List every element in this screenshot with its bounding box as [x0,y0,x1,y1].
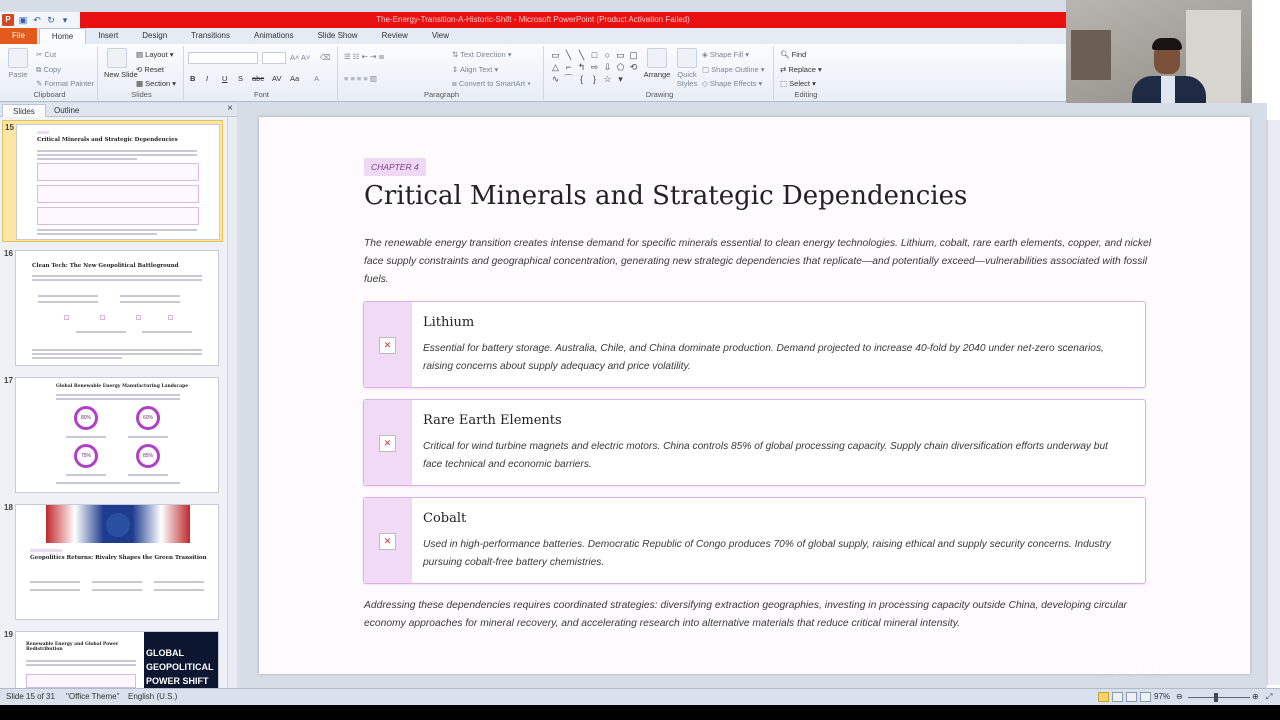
slide-number: 18 [4,503,13,512]
star-icon[interactable]: ☆ [603,74,612,84]
thumb-title: Clean Tech: The New Geopolitical Battleground [32,263,179,269]
window-title: The-Energy-Transition-A-Historic-Shift - Microsoft PowerPoint (Product Activation Failed) [376,15,690,24]
paragraph-group [340,46,544,100]
drawing-group-label: Drawing [645,90,674,99]
rectangle-icon[interactable]: □ [591,50,598,60]
mineral-card-rare-earth[interactable] [363,399,1146,486]
brace-icon[interactable]: { [579,74,583,84]
thumb-text-line [120,295,180,297]
zoom-watermark-logo: zoom [1094,648,1169,681]
format-painter-label: Format Painter [44,79,94,88]
slide-thumbnail[interactable] [2,501,223,623]
copy-button[interactable]: ⧉ Copy [36,65,61,74]
slide-number: 15 [5,123,14,132]
thumb-text-line [37,154,197,156]
grow-font-icon[interactable]: A˄ A˅ [290,53,311,62]
thumb-chapter-tag [30,549,62,552]
underline-button[interactable]: U [222,74,228,83]
slide-number: 19 [4,630,13,639]
font-group-label: Font [253,90,269,99]
convert-smartart-label: Convert to SmartArt [458,79,526,88]
thumb-text-line [92,581,142,583]
reset-button[interactable]: ⟲ Reset [136,65,164,74]
font-group [186,46,338,100]
slideshow-view-icon[interactable] [1140,692,1151,702]
thumb-text-line [30,581,80,583]
theme-name[interactable]: "Office Theme" [66,692,120,701]
slide[interactable] [259,117,1250,674]
slides-pane [0,117,227,688]
thumb-progress-ring: 80% [74,406,98,430]
find-label: Find [791,50,807,59]
tab-slides[interactable]: Slides [2,104,46,117]
font-color-button[interactable]: A [314,74,320,83]
thumb-progress-ring: 85% [136,444,160,468]
thumb-text-line [76,331,126,333]
language-indicator[interactable]: English (U.S.) [128,692,178,701]
thumb-title: Geopolitics Returns: Rivalry Shapes the Green Transition [30,555,207,561]
thumb-text-line [32,357,122,359]
thumb-text-line [66,436,106,438]
thumb-text-line [154,581,204,583]
chapter-tag[interactable]: CHAPTER 4 [364,158,426,176]
powerpoint-logo-icon[interactable]: P [2,14,14,26]
arrange-label: Arrange [643,70,671,79]
card-description: Essential for battery storage. Australia, Chile, and China dominate production. Demand projected to increase 40-fold by 2040 under net-zero scenarios, raising concerns about supply adequacy and price volatility. [423,343,1104,372]
oval-icon[interactable]: ○ [604,50,611,60]
quick-styles-label: Quick Styles [676,70,698,88]
slide-info: Slide 15 of 31 [6,692,55,701]
mineral-card-lithium[interactable] [363,301,1146,388]
quick-access-toolbar [0,12,80,28]
clipboard-group-label: Clipboard [33,90,66,99]
slide-thumbnail[interactable] [2,628,223,688]
thumb-dot [136,315,141,320]
redo-icon[interactable]: ↻ [47,15,55,25]
tab-file[interactable]: File [0,28,37,44]
line-icon[interactable]: ╲ [578,50,585,60]
thumb-text-line [38,301,98,303]
card-title: Cobalt [423,511,467,526]
thumb-title: Critical Minerals and Strategic Dependencies [37,137,178,143]
brace-icon[interactable]: } [592,74,596,84]
reading-view-icon[interactable] [1126,692,1137,702]
tab-insert[interactable]: Insert [98,31,119,40]
thumb-dot [168,315,173,320]
connector-icon[interactable]: ⌐ [565,62,572,72]
thumb-text-line [37,158,137,160]
arrange-icon [647,48,667,68]
reset-label: Reset [144,65,164,74]
shape-effects-button[interactable]: ◇ Shape Effects ▾ [702,79,763,88]
thumb-chapter-tag [37,131,49,134]
card-title: Rare Earth Elements [423,413,562,428]
curve-icon[interactable]: ⌒ [563,74,573,84]
slide-number: 16 [4,249,13,258]
new-slide-label: New Slide [104,70,138,79]
thumb-text-line [154,589,204,591]
card-description: Used in high-performance batteries. Democratic Republic of Congo produces 70% of global supply, raising ethical and supply security concerns. Industry pursuing cobalt-free battery chemistries. [423,539,1111,568]
slide-thumbnail[interactable] [2,374,223,496]
broken-image-icon: ✕ [379,533,396,550]
rect-icon[interactable]: ▭ [616,50,625,60]
italic-button[interactable]: I [206,74,209,83]
thumbnail-preview [15,250,219,366]
shape-fill-button[interactable]: ◈ Shape Fill ▾ [702,50,750,59]
zoom-slider-thumb[interactable] [1214,693,1218,702]
slides-group-label: Slides [131,90,152,99]
tab-outline[interactable]: Outline [54,106,80,115]
thumb-text-line [37,233,157,235]
tab-animations[interactable]: Animations [253,31,294,40]
webcam-video [1066,0,1252,120]
cut-button[interactable]: ✂ Cut [36,50,57,59]
thumb-text-line [32,279,202,281]
layout-label: Layout [145,50,168,59]
editing-group-label: Editing [794,90,818,99]
font-name-input[interactable] [188,52,258,64]
font-size-input[interactable] [262,52,286,64]
shape-outline-button[interactable]: ▢ Shape Outline ▾ [702,65,765,74]
gallery-more-icon[interactable]: ▾ [618,74,623,84]
triangle-icon[interactable]: △ [552,62,559,72]
fit-slide-icon[interactable]: ⤢ [1266,692,1273,701]
ribbon-tabs [0,28,1066,44]
replace-button[interactable]: ⇄ Replace ▾ [780,65,822,74]
thumb-dot [100,315,105,320]
title-bar [0,12,1066,28]
select-label: Select [789,79,811,88]
find-button[interactable]: 🔍︎ Find [780,50,807,59]
thumb-progress-ring: 60% [136,406,160,430]
text-direction-button[interactable]: ⇅ Text Direction ▾ [452,50,512,59]
change-case-button[interactable]: Aa [290,74,300,83]
thumbnail-preview [15,631,219,688]
thumb-text-line [92,589,142,591]
thumb-text-line [26,664,136,666]
thumb-text-line [120,301,180,303]
thumb-card [37,207,199,225]
thumb-card [26,674,136,688]
shape-effects-label: Shape Effects [709,79,757,88]
thumb-text-line [56,394,180,396]
pane-header [0,103,237,117]
ribbon [0,44,1066,102]
broken-image-icon: ✕ [379,435,396,452]
align-icons[interactable]: ≡ ≡ ≡ ≡ ▥ [344,74,377,83]
thumb-text-line [128,436,168,438]
quick-styles-icon [677,48,697,68]
cut-label: Cut [44,50,57,59]
thumbnail-preview [16,124,220,240]
thumb-text-line [128,474,168,476]
tab-design[interactable]: Design [142,31,168,40]
thumb-text-line [37,229,197,231]
tab-review[interactable]: Review [381,31,408,40]
section-button[interactable]: ▦ Section ▾ [136,79,177,88]
text-box-icon[interactable]: ▭ [551,50,560,60]
thumb-title: Renewable Energy and Global Power Redistribution [26,642,119,652]
quick-styles-button[interactable] [674,48,700,88]
clear-formatting-icon[interactable]: ⌫ [320,53,331,62]
thumb-text-line [30,589,80,591]
thumb-text-line [37,150,197,152]
slide-number: 17 [4,376,13,385]
bullets-icon[interactable]: ☰ ☷ ⇤ ⇥ ≣ [344,52,385,61]
undo-icon[interactable]: ↶ [33,15,41,25]
thumb-text-line [66,474,106,476]
slide-sorter-icon[interactable] [1112,692,1123,702]
status-bar [0,688,1280,705]
format-painter-button[interactable]: ✎ Format Painter [36,79,94,88]
thumb-progress-ring: 75% [74,444,98,468]
align-text-button[interactable]: ⇕ Align Text ▾ [452,65,499,74]
save-icon[interactable]: ▣ [18,15,28,25]
thumb-image-shape [106,513,130,537]
paste-icon [8,48,28,68]
curve-icon[interactable]: ∿ [551,74,560,84]
thumb-card [37,163,199,181]
paragraph-group-label: Paragraph [423,90,460,99]
zoom-out-icon[interactable]: ⊖ [1176,692,1183,701]
broken-image-icon: ✕ [379,337,396,354]
line-icon[interactable]: ╲ [565,50,572,60]
arrow-down-icon[interactable]: ⇩ [603,62,612,72]
shapes-gallery[interactable] [550,50,639,84]
text-direction-label: Text Direction [460,50,506,59]
convert-smartart-button[interactable]: ⧈ Convert to SmartArt ▾ [452,79,531,88]
connector-icon[interactable]: ↰ [577,62,586,72]
cam-background [1071,30,1111,80]
zoom-level[interactable]: 97% [1154,692,1171,701]
thumb-title: Global Renewable Energy Manufacturing Landscape [56,384,189,389]
arrow-right-icon[interactable]: ⇨ [590,62,599,72]
new-slide-button[interactable] [104,48,138,79]
slide-thumbnail[interactable] [2,247,223,369]
intro-text[interactable]: The renewable energy transition creates intense demand for specific minerals essential to clean energy technologies. Lithium, cobalt, rare earth elements, copper, and nickel face supply constraints and geographical concentration, generating new strategic dependencies that replicate—and potentially exceed—vulnerabilities associated with fossil fuels. [364,238,1152,285]
canvas-scrollbar[interactable] [1267,120,1280,685]
shape-icon[interactable]: ⬠ [616,62,625,72]
tab-view[interactable]: View [431,31,450,40]
thumb-text-line [56,482,180,484]
select-button[interactable]: ⬚ Select ▾ [780,79,816,88]
customize-qat-icon[interactable]: ▾ [62,15,68,25]
new-slide-icon [107,48,127,68]
thumbnail-preview [15,377,219,493]
card-description: Critical for wind turbine magnets and electric motors. China controls 85% of global processing capacity. Supply chain diversification efforts underway but face technical and economic barriers. [423,441,1108,470]
zoom-slider[interactable] [1188,697,1250,698]
shape-outline-label: Shape Outline [711,65,759,74]
thumb-text-line [26,660,136,662]
bold-button[interactable]: B [190,74,196,83]
drawing-group [546,46,774,100]
card-title: Lithium [423,315,475,330]
tab-transitions[interactable]: Transitions [191,31,230,40]
shape-fill-label: Shape Fill [709,50,744,59]
thumbnail-preview [15,504,219,620]
thumb-text-line [38,295,98,297]
section-label: Section [145,79,171,88]
paste-button[interactable] [6,48,30,79]
shadow-button[interactable]: S [238,74,244,83]
replace-label: Replace [788,65,816,74]
slide-title[interactable]: Critical Minerals and Strategic Dependencies [364,181,968,211]
thumb-card [37,185,199,203]
cam-person [1152,38,1182,50]
align-text-label: Align Text [459,65,493,74]
zoom-in-icon[interactable]: ⊕ [1252,692,1259,701]
arrange-button[interactable] [642,48,672,79]
pane-scrollbar[interactable] [227,117,237,688]
editing-group [776,46,836,100]
tab-slide-show[interactable]: Slide Show [317,31,358,40]
thumb-text-line [32,275,202,277]
strikethrough-button[interactable]: abc [252,74,265,83]
copy-label: Copy [43,65,61,74]
paste-label: Paste [8,70,28,79]
thumb-text-line [32,349,202,351]
shape-icon[interactable]: ⟲ [629,62,638,72]
thumb-text-line [32,353,202,355]
slides-group [100,46,184,100]
layout-button[interactable]: ▤ Layout ▾ [136,50,174,59]
slide-thumbnail[interactable] [2,120,223,242]
thumb-dot [64,315,69,320]
close-icon[interactable]: × [227,103,233,114]
thumb-text-line [56,398,180,400]
closing-text[interactable]: Addressing these dependencies requires coordinated strategies: diversifying extraction geographies, investing in processing capacity outside China, developing circular economy approaches for mineral recovery, and accelerating research into alternative materials that reduce critical mineral intensity. [364,600,1127,629]
char-spacing-button[interactable]: AV [272,74,282,83]
thumb-banner-image: GLOBAL GEOPOLITICAL POWER SHIFT [144,632,219,688]
mineral-card-cobalt[interactable] [363,497,1146,584]
thumb-text-line [142,331,192,333]
tab-home[interactable]: Home [39,28,86,44]
normal-view-icon[interactable] [1098,692,1109,702]
rounded-rect-icon[interactable]: ▢ [629,50,638,60]
clipboard-group [2,46,98,100]
